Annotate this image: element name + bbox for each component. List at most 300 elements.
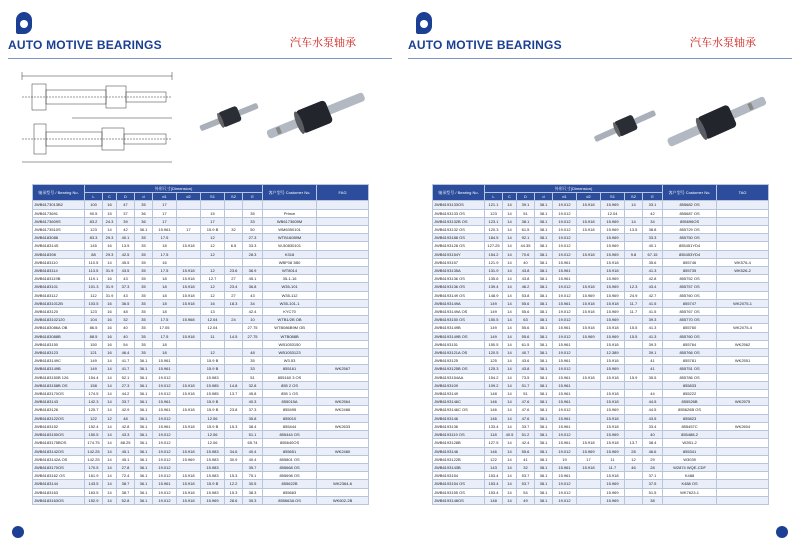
table-cell: 38.1 [535,431,553,439]
table-cell: 18 [153,349,177,357]
table-row [33,463,369,471]
table-cell [201,340,225,348]
table-cell: 855764 [663,340,717,348]
table-row [433,258,769,266]
table-cell: 35 [135,291,153,299]
table-cell: 42.5 [117,250,135,258]
table-cell: 15.961 [553,340,577,348]
table-cell: 36.1 [135,455,153,463]
table-cell: 31.9 [103,267,117,275]
table-cell: 14 [103,488,117,496]
table-cell [717,472,769,480]
bearing-number-cell: JWB6193155 OS [433,488,485,496]
table-cell: 16 [201,299,225,307]
table-cell: 14 [503,439,517,447]
table-cell: 47.6 [517,398,535,406]
technical-drawing [12,62,182,172]
table-cell [177,398,201,406]
table-cell [317,258,369,266]
table-cell: 15.961 [153,365,177,373]
table-cell [717,463,769,471]
table-row [33,316,369,324]
bearing-number-cell: JWB6183123 [33,349,85,357]
table-cell [717,291,769,299]
table-row [33,365,369,373]
table-cell: 43 [117,291,135,299]
table-cell: 15.961 [553,390,577,398]
table-cell: 17.5 [153,234,177,242]
table-cell [225,340,243,348]
bearing-number-cell: JWB6193128B [433,439,485,447]
table-cell: 14 [503,267,517,275]
logo-icon [16,12,32,34]
table-cell: 88.5 [85,332,103,340]
logo-icon [416,12,432,34]
table-cell: 855526B [663,398,717,406]
bearing-number-cell: JWB6173510S [33,226,85,234]
table-cell: 19.012 [553,308,577,316]
customer-header: 客户型号 Customer No. [263,185,317,201]
table-cell: 38.3 [243,488,263,496]
table-cell: 109.2 [485,381,503,389]
table-cell: 15 [201,209,225,217]
table-cell: 24.9 [625,291,643,299]
section-title: 汽车水泵轴承 [290,37,356,49]
table-cell: 28 [643,463,663,471]
table-cell: 15.961 [553,373,577,381]
table-cell: 15.983 [201,488,225,496]
table-cell: 11 [201,332,225,340]
table-cell: 42.8 [117,422,135,430]
dim-col-header: d [135,193,153,201]
table-cell: 33.1 [643,201,663,209]
table-row [33,496,369,504]
table-cell: 38 [643,496,663,504]
table-cell: 122 [85,414,103,422]
table-cell: 51 [517,390,535,398]
table-cell: 43 [117,275,135,283]
table-cell: 113.5 [85,267,103,275]
table-cell: 112 [85,291,103,299]
table-cell [177,365,201,373]
table-cell: 15.918 [577,201,601,209]
table-cell: 15.918 [601,398,625,406]
table-cell: WTB086B9M OB [263,324,317,332]
bearing-photo [590,104,660,148]
table-cell: 38.1 [535,480,553,488]
table-cell: 15.918 [177,381,201,389]
table-cell: 855651 [263,447,317,455]
table-cell: 12 [103,414,117,422]
table-cell [317,308,369,316]
table-cell: 855444 OS [263,431,317,439]
table-cell: 33 [243,217,263,225]
table-cell [625,414,643,422]
table-cell: 855451YD4 [663,242,717,250]
table-cell: 14 [503,455,517,463]
table-cell: 15.918 [177,275,201,283]
table-cell: 12 [201,291,225,299]
table-cell: 46.4 [117,349,135,357]
table-cell: 149 [85,365,103,373]
dim-col-header: L [485,193,503,201]
table-cell: 47.6 [517,406,535,414]
table-cell: 125 [485,357,503,365]
table-cell: 14 [625,201,643,209]
table-cell: 45.1 [117,447,135,455]
table-cell [577,472,601,480]
table-cell [717,488,769,496]
page-marker [12,526,24,538]
table-cell: 855833 [663,381,717,389]
table-cell: 24.3 [103,217,117,225]
table-cell: 38.1 [535,488,553,496]
table-cell: 15.969 [601,365,625,373]
table-cell: 38.1 [535,472,553,480]
table-cell: W35-112 [263,291,317,299]
table-cell: 40.4 [243,455,263,463]
table-cell [625,390,643,398]
table-cell: WM6350101 [263,226,317,234]
table-cell: 143 [485,463,503,471]
bearing-number-cell: JWB61831012B [33,299,85,307]
bearing-number-cell: JWB6183088B [33,332,85,340]
table-cell: 15.918 [177,496,201,504]
bearing-number-cell: JWB6193148OS [433,496,485,504]
table-row [33,431,369,439]
table-cell: 38.1 [535,209,553,217]
table-cell: 184.5 [485,234,503,242]
table-cell: 146 [485,406,503,414]
table-cell: 35 [243,357,263,365]
table-cell [663,496,717,504]
table-cell: 15.969 [601,447,625,455]
dim-col-header: E [643,193,663,201]
table-cell: 47 [117,201,135,209]
table-cell: 12 [201,234,225,242]
table-cell: 19.012 [553,250,577,258]
table-cell: 38.1 [535,414,553,422]
table-cell: 855767 OS [663,308,717,316]
dimension-header: 外形尺寸(Dimension) [85,185,263,193]
table-cell: 41.7 [117,365,135,373]
table-row [433,324,769,332]
table-cell: 19.012 [553,488,577,496]
table-cell: 35 [135,201,153,209]
table-cell: 35 [135,242,153,250]
table-cell: 19.012 [153,439,177,447]
table-cell: 125.7 [85,406,103,414]
table-cell [225,209,243,217]
table-cell [317,316,369,324]
table-cell: 14 [103,439,117,447]
table-cell: 146 [485,447,503,455]
table-row [433,316,769,324]
table-cell: 40.7 [517,349,535,357]
table-cell: 33.7 [517,422,535,430]
table-cell: 15.918 [177,422,201,430]
table-cell: 27.3 [243,234,263,242]
table-row [433,234,769,242]
table-cell [317,472,369,480]
table-cell: 19.012 [553,332,577,340]
table-cell: 12.2 [225,480,243,488]
table-cell [717,242,769,250]
table-cell: 10 [243,316,263,324]
bearing-number-cell: JWB6193149B OS [433,332,485,340]
bearing-number-cell: JWB6193149A OS [433,308,485,316]
table-cell [577,381,601,389]
table-cell: 149 [485,308,503,316]
table-cell: 19.012 [153,431,177,439]
table-cell: 15.961 [153,226,177,234]
table-cell: 150.5 [485,316,503,324]
table-cell [717,332,769,340]
table-cell: 35 [135,324,153,332]
table-cell: 40.3 [243,398,263,406]
table-cell: 855747 [663,299,717,307]
table-cell: 15.961 [553,357,577,365]
table-cell: 104 [85,316,103,324]
bearing-number-cell: JWB6183142OS [33,447,85,455]
table-cell: 855457C [663,422,717,430]
table-row [33,291,369,299]
table-cell: 43.5 [643,414,663,422]
table-cell [177,201,201,209]
table-cell: 13 [201,308,225,316]
table-cell: 15.961 [553,258,577,266]
table-cell: 15.969 [601,431,625,439]
page-marker [776,526,788,538]
table-cell: 38.1 [535,349,553,357]
table-cell: 41 [517,455,535,463]
bearing-number-cell: JWB6173691 [33,209,85,217]
table-cell: 15.983 [201,455,225,463]
table-cell: 35 [135,308,153,316]
table-cell: 51 [243,373,263,381]
table-cell: 19.012 [153,472,177,480]
table-cell: 83.2 [85,217,103,225]
bearing-number-cell: JWB6193136 OS [433,275,485,283]
table-cell: 23.6 [225,267,243,275]
table-cell [625,431,643,439]
table-cell: 44.5 [643,398,663,406]
table-cell: 18.3 [225,299,243,307]
table-cell: 70.6 [517,250,535,258]
table-cell [717,275,769,283]
bearing-number-cell: JWB6183150B 126 [33,373,85,381]
table-cell [177,357,201,365]
table-cell: 12 [201,250,225,258]
table-cell: WB1053123 [263,349,317,357]
table-row [433,242,769,250]
table-cell: 36 [135,209,153,217]
table-cell: 14 [103,422,117,430]
table-cell [625,275,643,283]
table-cell: 46 [625,463,643,471]
brand-name: AUTO MOTIVE BEARINGS [8,38,162,52]
table-cell: 14 [503,398,517,406]
table-cell: 16 [103,349,117,357]
table-cell: 41.3 [643,332,663,340]
table-row [433,398,769,406]
table-cell [177,431,201,439]
table-cell: 44.35 [517,242,535,250]
table-cell: 35.7 [243,463,263,471]
table-cell: 40.1 [117,234,135,242]
table-cell [225,234,243,242]
table-cell: 15.969 [601,234,625,242]
bearing-number-cell: JWB6193143B [433,463,485,471]
table-cell: 45.8 [243,390,263,398]
table-cell: 50 [243,226,263,234]
header-rule [408,58,792,59]
bearing-number-cell: JWB6193151 [433,340,485,348]
table-row [433,283,769,291]
table-cell: 55.6 [517,332,535,340]
table-cell [225,365,243,373]
table-cell [317,357,369,365]
table-cell: 15.961 [553,422,577,430]
table-cell: 15.9 B [201,226,225,234]
table-row [33,455,369,463]
table-cell: WB6173609M [263,217,317,225]
table-cell: 12.7 [201,275,225,283]
table-cell [317,217,369,225]
table-cell: 17 [153,201,177,209]
table-cell: 36 [135,217,153,225]
table-row [433,447,769,455]
bearing-number-cell: JWB6193150 OS [433,316,485,324]
table-cell [317,234,369,242]
dim-col-header: L [85,193,103,201]
table-cell: 46.2 [517,283,535,291]
table-cell [625,365,643,373]
table-cell: W2874 WQE-CDF [663,463,717,471]
table-cell: 14 [503,332,517,340]
dim-col-header: S2 [225,193,243,201]
table-cell: 15.983 [201,463,225,471]
bearing-number-cell: JWB6193146 [433,414,485,422]
table-cell [625,234,643,242]
table-cell: 17 [201,217,225,225]
table-cell: 38.1 [535,365,553,373]
table-cell [317,209,369,217]
table-cell: 9.8 [625,250,643,258]
table-cell: 38.1 [535,250,553,258]
table-cell [717,365,769,373]
dim-col-header: S2 [625,193,643,201]
bearing-number-cell: JWB6183163OS [33,496,85,504]
table-cell [717,381,769,389]
table-row [33,414,369,422]
table-cell [625,472,643,480]
table-cell: 33.3 [243,242,263,250]
table-cell [243,340,263,348]
table-cell: 15.969 [601,242,625,250]
bearing-number-cell: JWB6193125 [433,357,485,365]
table-row [433,357,769,365]
dim-col-header: C [503,193,517,201]
bearing-number-cell: JWB6193135A [433,267,485,275]
table-cell: 15.918 [177,299,201,307]
table-cell [317,283,369,291]
table-cell: 14 [503,209,517,217]
table-cell: 88 [85,250,103,258]
table-cell [577,357,601,365]
table-cell: W2B1-2 [663,439,717,447]
table-cell: 38.1 [535,455,553,463]
table-cell [225,373,243,381]
table-cell: 161.9 [85,472,103,480]
table-cell: 17.05 [153,324,177,332]
table-cell: 15.985 [201,381,225,389]
table-cell: 14 [503,299,517,307]
table-cell [625,496,643,504]
table-cell: 27.3 [117,381,135,389]
table-cell: 51 [517,209,535,217]
table-cell [317,267,369,275]
table-cell [577,431,601,439]
table-cell: 15.918 [601,390,625,398]
table-cell: 15.918 [577,439,601,447]
bearing-number-cell: JWB6193154Y [433,250,485,258]
table-cell [717,349,769,357]
bearing-number-cell: JWB6183120 [33,308,85,316]
bearing-number-cell: JWB6193136 OS [433,283,485,291]
table-cell [577,242,601,250]
table-cell: 11 [601,455,625,463]
table-cell: K488 [663,472,717,480]
table-cell: 38.1 [535,406,553,414]
table-cell: 15.918 [577,373,601,381]
table-cell: 67.15 [643,250,663,258]
table-cell [263,201,317,209]
table-cell: 55.6 [517,308,535,316]
table-cell: 855746 [663,258,717,266]
table-cell: 35.8 [243,414,263,422]
table-cell: 154.4 [85,373,103,381]
table-cell: 15.961 [553,324,577,332]
table-cell: 143.5 [85,480,103,488]
table-row [433,308,769,316]
table-cell: 855760 OS [663,291,717,299]
bearing-number-cell: JWB6193136 [433,422,485,430]
bearing-number-cell: JWB6183162 OS [33,472,85,480]
table-cell: 15.918 [177,283,201,291]
table-cell: 150 [85,340,103,348]
table-row [433,472,769,480]
table-cell [177,258,201,266]
table-cell [225,414,243,422]
dim-col-header: C [103,193,117,201]
bearing-number-cell: JWB6183101 [33,283,85,291]
table-cell [577,267,601,275]
table-cell: 33 [243,365,263,373]
table-cell: 38.1 [535,299,553,307]
table-row [433,390,769,398]
table-cell: 36.1 [135,414,153,422]
table-row [33,242,369,250]
table-row [433,480,769,488]
table-cell: 855750 OS [663,234,717,242]
table-cell: 18 [153,242,177,250]
table-cell: 15.961 [553,463,577,471]
table-row [433,201,769,209]
table-cell: 15.969 [577,447,601,455]
table-cell [577,414,601,422]
table-cell: 38.7 [117,480,135,488]
